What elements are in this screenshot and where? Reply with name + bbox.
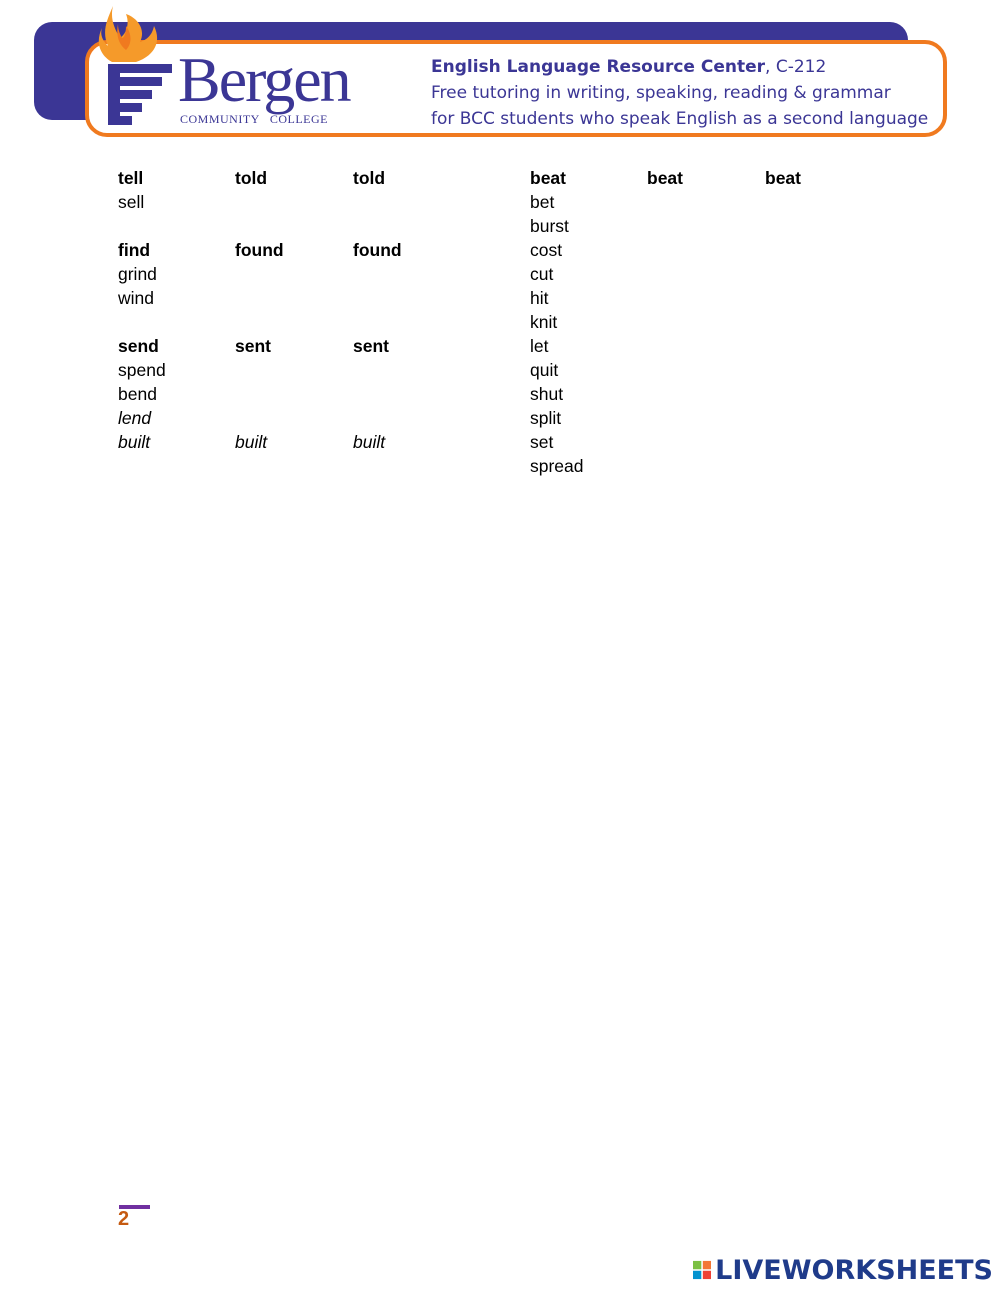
logo-subtitle-left: COMMUNITY bbox=[180, 112, 260, 126]
verb-cell: bend bbox=[118, 384, 157, 404]
verb-cell: told bbox=[235, 168, 268, 188]
verb-cell: lend bbox=[118, 408, 152, 428]
verb-cell bbox=[647, 358, 683, 382]
verb-cell: find bbox=[118, 240, 151, 260]
verb-cell: built bbox=[353, 432, 386, 452]
verb-cell: let bbox=[530, 336, 549, 356]
verb-cell: send bbox=[118, 336, 159, 356]
verb-cell bbox=[353, 358, 402, 382]
verb-cell: split bbox=[530, 408, 562, 428]
verb-cell bbox=[235, 190, 284, 214]
liveworksheets-blocks-icon bbox=[693, 1258, 711, 1282]
verb-cell bbox=[647, 430, 683, 454]
verb-cell: grind bbox=[118, 264, 157, 284]
verb-cell: bet bbox=[530, 192, 555, 212]
verb-cell bbox=[765, 382, 801, 406]
center-room: , C-212 bbox=[765, 57, 827, 77]
verb-cell bbox=[647, 238, 683, 262]
verb-cell bbox=[235, 358, 284, 382]
left-table-participle-column bbox=[353, 166, 402, 454]
center-title-line bbox=[431, 54, 931, 80]
verb-cell bbox=[765, 310, 801, 334]
verb-cell bbox=[353, 382, 402, 406]
verb-cell bbox=[235, 382, 284, 406]
verb-cell: wind bbox=[118, 288, 154, 308]
verb-cell: found bbox=[353, 240, 402, 260]
center-info bbox=[431, 54, 931, 132]
verb-cell bbox=[647, 262, 683, 286]
verb-cell bbox=[353, 286, 402, 310]
verb-cell bbox=[765, 262, 801, 286]
verb-cell: beat bbox=[647, 168, 683, 188]
verb-cell bbox=[765, 406, 801, 430]
verb-cell bbox=[765, 334, 801, 358]
center-tagline-1: Free tutoring in writing, speaking, reading & grammar bbox=[431, 83, 891, 103]
verb-cell: cut bbox=[530, 264, 554, 284]
liveworksheets-wordmark: LIVEWORKSHEETS bbox=[715, 1254, 993, 1286]
verb-cell bbox=[353, 214, 402, 238]
right-table-past-column bbox=[647, 166, 683, 478]
verb-cell: sent bbox=[235, 336, 271, 356]
right-table-participle-column bbox=[765, 166, 801, 478]
verb-cell bbox=[235, 406, 284, 430]
page-number: 2 bbox=[118, 1208, 130, 1230]
verb-cell bbox=[353, 310, 402, 334]
right-table-base-column bbox=[530, 166, 584, 478]
verb-cell: knit bbox=[530, 312, 558, 332]
verb-cell: sent bbox=[353, 336, 389, 356]
verb-cell: built bbox=[235, 432, 268, 452]
verb-cell bbox=[765, 214, 801, 238]
verb-cell bbox=[647, 334, 683, 358]
verb-cell bbox=[647, 382, 683, 406]
verb-cell: built bbox=[118, 432, 151, 452]
verb-cell bbox=[647, 310, 683, 334]
verb-cell bbox=[235, 286, 284, 310]
verb-cell: beat bbox=[765, 168, 801, 188]
left-table-base-column bbox=[118, 166, 166, 454]
verb-cell bbox=[647, 190, 683, 214]
verb-cell: beat bbox=[530, 168, 566, 188]
verb-cell bbox=[353, 262, 402, 286]
verb-cell bbox=[118, 214, 166, 238]
logo-subtitle-right: COLLEGE bbox=[269, 112, 328, 126]
verb-cell bbox=[765, 358, 801, 382]
verb-cell bbox=[235, 214, 284, 238]
verb-cell bbox=[647, 214, 683, 238]
verb-cell: tell bbox=[118, 168, 144, 188]
verb-cell: set bbox=[530, 432, 554, 452]
verb-cell: found bbox=[235, 240, 284, 260]
verb-cell bbox=[235, 262, 284, 286]
verb-cell: quit bbox=[530, 360, 559, 380]
verb-cell: hit bbox=[530, 288, 549, 308]
verb-cell: told bbox=[353, 168, 386, 188]
logo-wordmark: Bergen bbox=[178, 44, 350, 115]
verb-cell bbox=[647, 406, 683, 430]
verb-cell bbox=[647, 286, 683, 310]
verb-cell bbox=[235, 310, 284, 334]
verb-cell: spend bbox=[118, 360, 166, 380]
verb-cell: shut bbox=[530, 384, 564, 404]
logo-subtitle bbox=[180, 112, 370, 126]
center-name: English Language Resource Center bbox=[431, 57, 766, 77]
verb-cell bbox=[765, 286, 801, 310]
verb-cell: cost bbox=[530, 240, 563, 260]
center-tagline-2: for BCC students who speak English as a second language bbox=[431, 109, 929, 129]
liveworksheets-watermark bbox=[693, 1255, 993, 1285]
verb-cell bbox=[353, 190, 402, 214]
verb-cell bbox=[353, 406, 402, 430]
verb-cell: sell bbox=[118, 192, 145, 212]
verb-cell: spread bbox=[530, 456, 584, 476]
verb-cell: burst bbox=[530, 216, 569, 236]
verb-cell bbox=[765, 430, 801, 454]
verb-cell bbox=[118, 310, 166, 334]
verb-cell bbox=[647, 454, 683, 478]
verb-cell bbox=[765, 238, 801, 262]
verb-cell bbox=[765, 190, 801, 214]
verb-cell bbox=[765, 454, 801, 478]
left-table-past-column bbox=[235, 166, 284, 454]
